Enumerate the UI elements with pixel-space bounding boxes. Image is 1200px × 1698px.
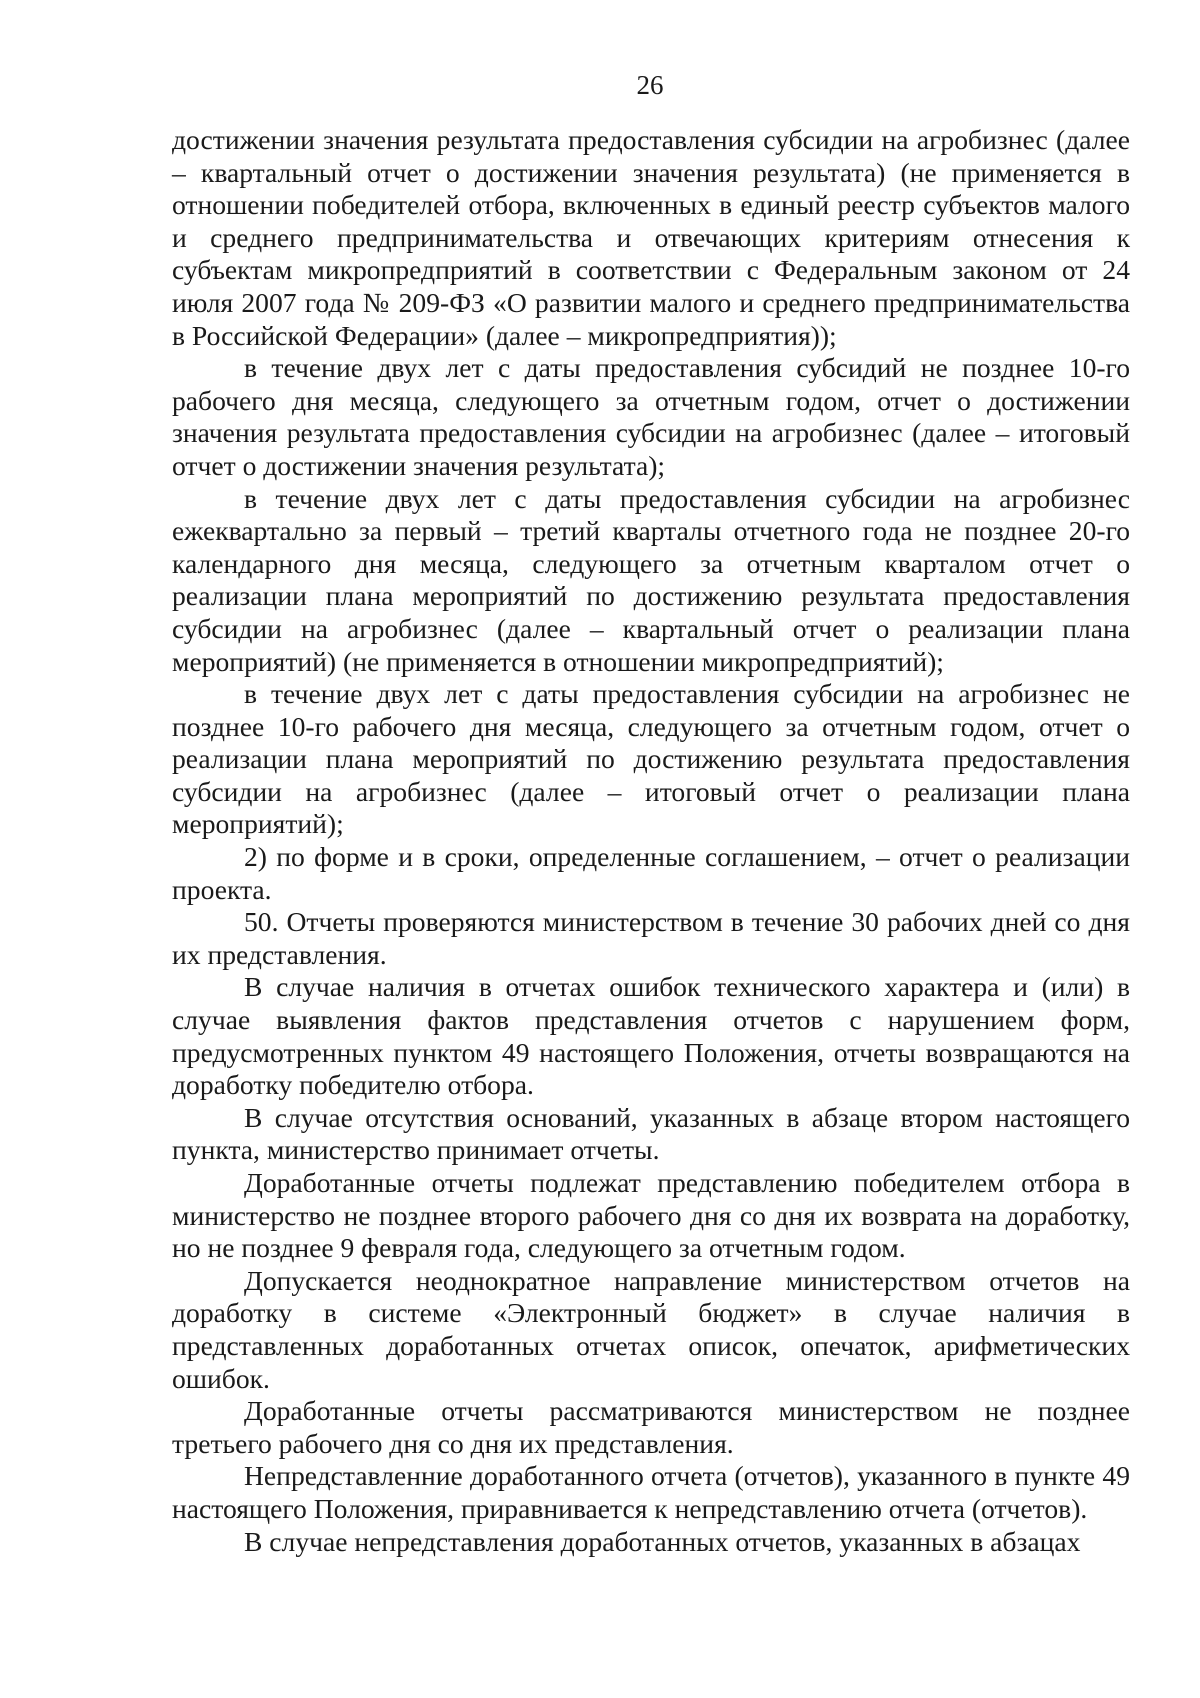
paragraph: 2) по форме и в сроки, определенные соглашением, – отчет о реализации проекта. (172, 841, 1130, 905)
paragraph: в течение двух лет с даты предоставления субсидии на агробизнес ежеквартально за первый – третий кварталы отчетного года не позднее 20-го календарного дня месяца, следующего за отчетным кварталом отчет о реализации плана мероприятий по достижению результата предоставления субсидии на агробизнес (далее – квартальный отчет о реализации плана мероприятий) (не применяется в отношении микропредприятий); (172, 482, 1130, 677)
paragraph: Непредставленние доработанного отчета (отчетов), указанного в пункте 49 настоящего Положения, приравнивается к непредставлению отчета (отчетов). (172, 1460, 1130, 1524)
paragraph: В случае отсутствия оснований, указанных в абзаце втором настоящего пункта, министерство принимает отчеты. (172, 1101, 1130, 1166)
document-body (172, 124, 1130, 1558)
paragraph: в течение двух лет с даты предоставления субсидий не позднее 10-го рабочего дня месяца, следующего за отчетным годом, отчет о достижении значения результата предоставления субсидии на агробизнес (далее – итоговый отчет о достижении значения результата); (172, 352, 1130, 481)
paragraph: достижении значения результата предоставления субсидии на агробизнес (далее – квартальный отчет о достижении значения результата) (не применяется в отношении победителей отбора, включенных в единый реестр субъектов малого и среднего предпринимательства и отвечающих критериям отнесения к субъектам микропредприятий в соответствии с Федеральным законом от 24 июля 2007 года № 209-ФЗ «О развитии малого и среднего предпринимательства в Российской Федерации» (далее – микропредприятия)); (172, 124, 1130, 351)
paragraph: В случае наличия в отчетах ошибок технического характера и (или) в случае выявления фактов представления отчетов с нарушением форм, предусмотренных пунктом 49 настоящего Положения, отчеты возвращаются на доработку победителю отбора. (172, 971, 1130, 1101)
page-number: 26 (636, 70, 664, 100)
paragraph: 50. Отчеты проверяются министерством в течение 30 рабочих дней со дня их представления. (172, 906, 1130, 970)
paragraph: Доработанные отчеты подлежат представлению победителем отбора в министерство не позднее второго рабочего дня со дня их возврата на доработку, но не позднее 9 февраля года, следующего за отчетным годом. (172, 1167, 1130, 1264)
paragraph: В случае непредставления доработанных отчетов, указанных в абзацах (244, 1525, 1081, 1557)
paragraph: в течение двух лет с даты предоставления субсидии на агробизнес не позднее 10-го рабочего дня месяца, следующего за отчетным годом, отчет о реализации плана мероприятий по достижению результата предоставления субсидии на агробизнес (далее – итоговый отчет о реализации плана мероприятий); (172, 678, 1130, 840)
paragraph: Доработанные отчеты рассматриваются министерством не позднее третьего рабочего дня со дня их представления. (172, 1395, 1130, 1459)
paragraph: Допускается неоднократное направление министерством отчетов на доработку в системе «Электронный бюджет» в случае наличия в представленных доработанных отчетах описок, опечаток, арифметических ошибок. (172, 1264, 1130, 1394)
